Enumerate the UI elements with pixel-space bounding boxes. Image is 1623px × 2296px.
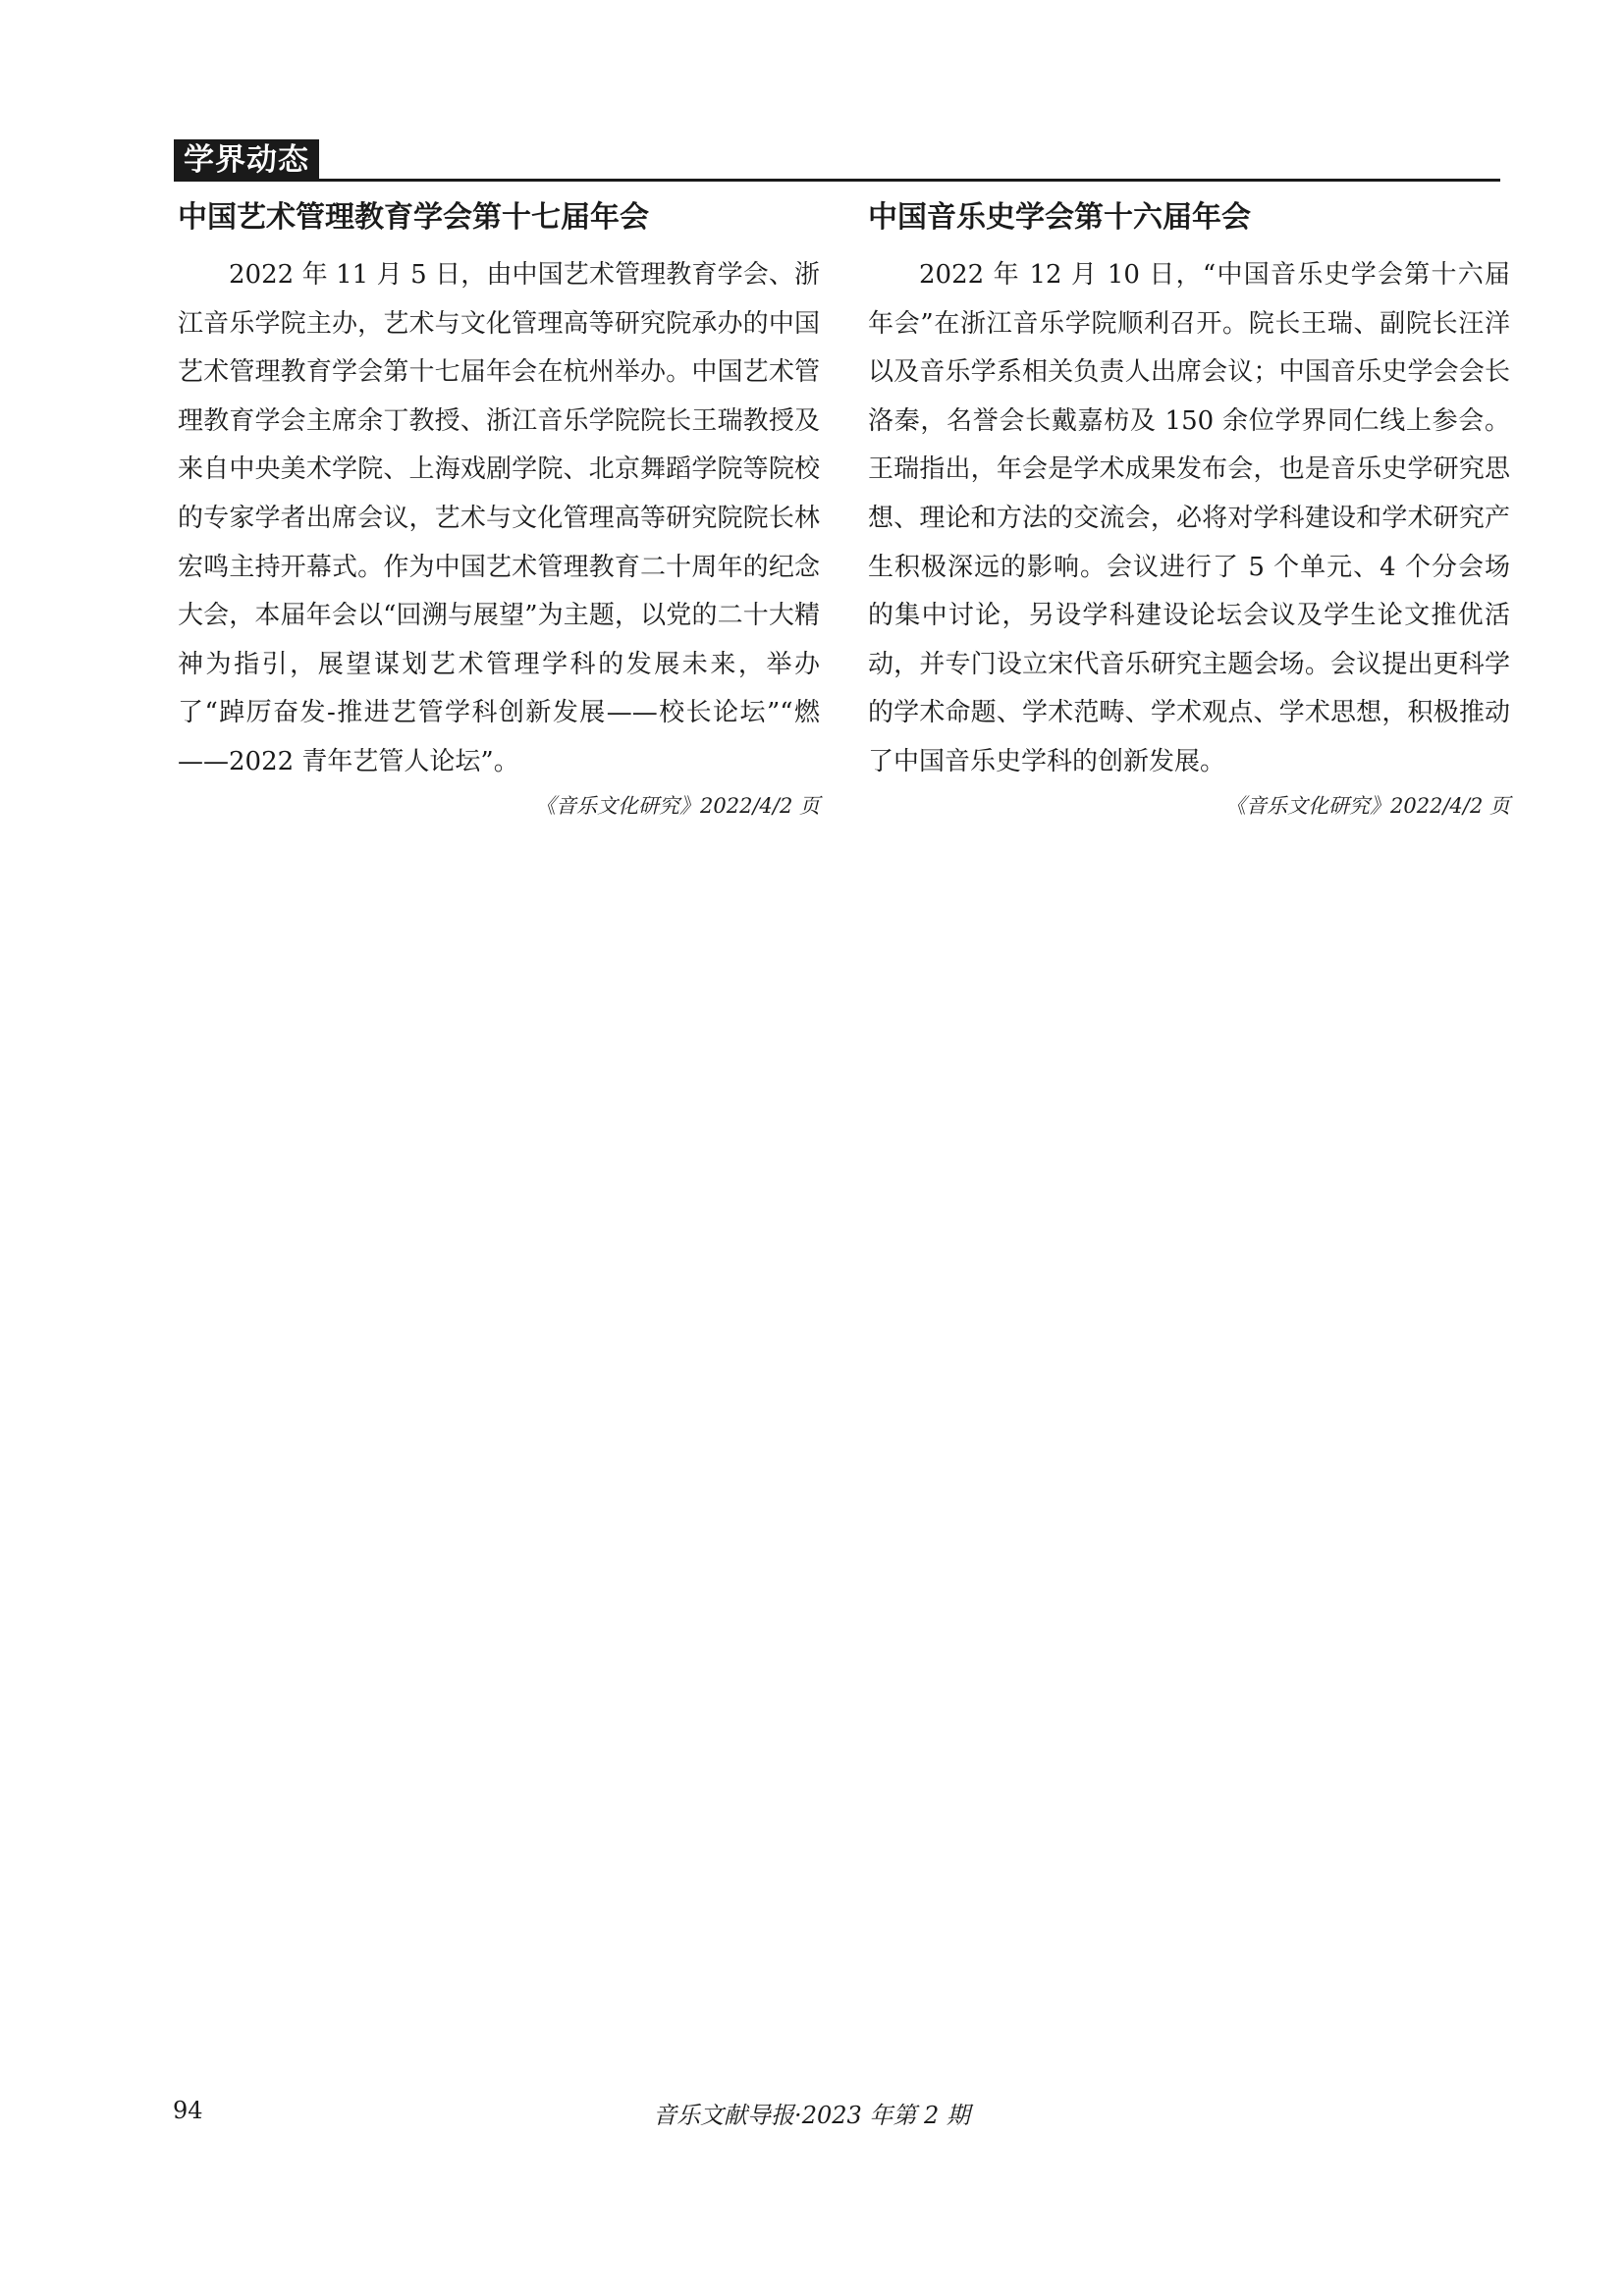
article-right <box>868 192 1510 821</box>
section-rule <box>174 179 1500 182</box>
article-source: 《音乐文化研究》2022/4/2 页 <box>535 793 820 818</box>
running-head: 音乐文献导报·2023 年第 2 期 <box>653 2102 970 2129</box>
article-title: 中国音乐史学会第十六届年会 <box>868 200 1251 235</box>
page-number: 94 <box>173 2097 203 2124</box>
article-left <box>178 192 820 821</box>
article-body: 2022 年 12 月 10 日，“中国音乐史学会第十六届年会”在浙江音乐学院顺利召开。院长王瑞、副院长汪洋以及音乐学系相关负责人出席会议；中国音乐史学会会长洛秦，名誉会长戴嘉枋及 150 余位学界同仁线上参会。王瑞指出，年会是学术成果发布会，也是音乐史学研究思想、理论和方法的交流会，必将对学科建设和学术研究产生积极深远的影响。会议进行了 5 个单元、4 个分会场的集中讨论，另设学科建设论坛会议及学生论文推优活动，并专门设立宋代音乐研究主题会场。会议提出更科学的学术命题、学术范畴、学术观点、学术思想，积极推动了中国音乐史学科的创新发展。 <box>868 260 1510 776</box>
article-body: 2022 年 11 月 5 日，由中国艺术管理教育学会、浙江音乐学院主办，艺术与文化管理高等研究院承办的中国艺术管理教育学会第十七届年会在杭州举办。中国艺术管理教育学会主席余丁教授、浙江音乐学院院长王瑞教授及来自中央美术学院、上海戏剧学院、北京舞蹈学院等院校的专家学者出席会议，艺术与文化管理高等研究院院长林宏鸣主持开幕式。作为中国艺术管理教育二十周年的纪念大会，本届年会以“回溯与展望”为主题，以党的二十大精神为指引，展望谋划艺术管理学科的发展未来，举办了“踔厉奋发-推进艺管学科创新发展——校长论坛”“燃——2022 青年艺管人论坛”。 <box>178 260 820 776</box>
article-source: 《音乐文化研究》2022/4/2 页 <box>1225 793 1510 818</box>
section-label: 学界动态 <box>174 139 319 181</box>
article-title: 中国艺术管理教育学会第十七届年会 <box>178 200 649 235</box>
